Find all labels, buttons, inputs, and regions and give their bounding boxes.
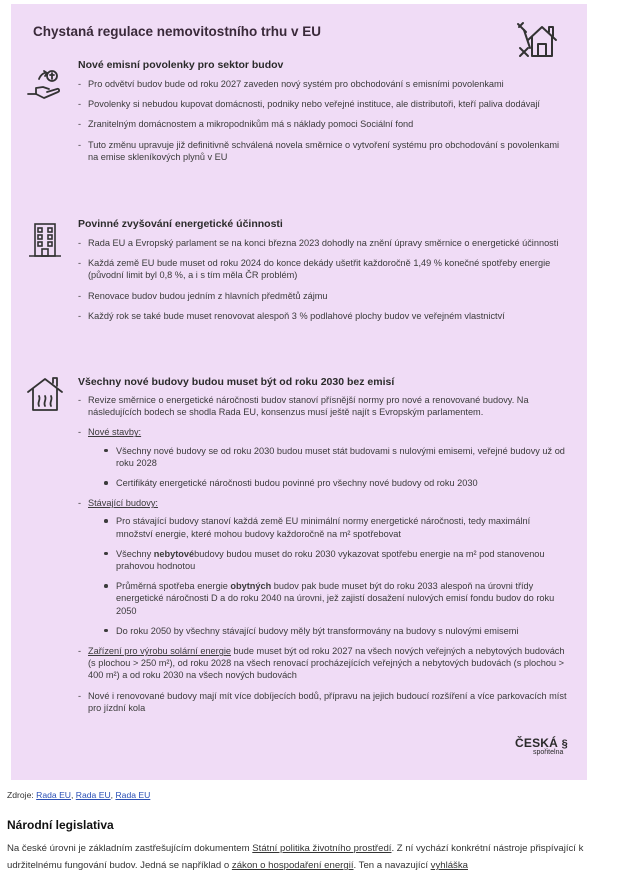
text-span: Průměrná spotřeba energie <box>116 581 231 592</box>
list-item: - Nové i renovované budovy mají mít více dobíjecích bodů, přípravu na jejich budoucí rozšíření a více parkovacích míst pro jízdní kola <box>78 690 568 714</box>
house-heating-icon <box>25 374 65 414</box>
sub-list-item: Pro stávající budovy stanoví každá země EU minimální normy energetické náročnosti, tedy maximální množství energie, které mohou budovy každoročně na m² spotřebovat <box>88 515 568 539</box>
bullet-list <box>78 394 568 722</box>
text-span: bude muset být od roku 2027 na všech nových veřejných a nebytových budovách (s plochou > 250 m²), od roku 2028 na všech renovací procházejících veřejných a nebytových budovách (s plochou > 400 m²) a od roku 2030 na všech nových budovách <box>88 646 565 681</box>
ceska-sporitelna-logo-icon <box>515 736 575 766</box>
card-title: Chystaná regulace nemovitostního trhu v EU <box>33 24 322 39</box>
bold-text: obytných <box>230 581 272 592</box>
sub-list-item <box>88 580 568 617</box>
sub-list <box>88 515 568 637</box>
list-item: - Povolenky si nebudou kupovat domácnosti, podniky nebo veřejné instituce, ale distributoři, kteří paliva dodávají <box>78 98 568 110</box>
brand-name-text: ČESKÁ <box>515 736 559 750</box>
text-span: budovy budou muset do roku 2030 vykazovat spotřebu energie na m² pod stanovenou prahovou hodnotou <box>116 548 545 572</box>
text-span: Na české úrovni je základním zastřešujícím dokumentem <box>7 843 253 854</box>
office-building-icon <box>25 220 65 260</box>
text-span: budov pak bude muset být do roku 2033 alespoň na úrovni třídy energetické náročnosti D a do roku 2040 na úrovni, jež zajistí dosažení nulových emisí fondu budov do roku 2050 <box>116 581 555 616</box>
link-energy-act[interactable]: zákon o hospodaření energií <box>231 860 354 871</box>
sub-list <box>88 445 568 490</box>
list-item: - Revize směrnice o energetické náročnosti budov stanoví přísnější normy pro nové a renovované budovy. Na následujících bodech se shodla Rada EU, konsenzus musí ještě najít s Evropským parlamentem. <box>78 394 568 418</box>
list-item: - Každá země EU bude muset od roku 2024 do konce dekády ušetřit každoročně 1,49 % konečné spotřeby energie (původní limit byl 0,8 %, a i s tím měla ČR problém) <box>78 257 568 281</box>
source-line: Zdroje: Rada EU, Rada EU, Rada EU <box>7 790 151 800</box>
list-item: - Každý rok se také bude muset renovovat alespoň 3 % podlahové plochy budov ve veřejném vlastnictví <box>78 310 568 322</box>
list-item: - Pro odvětví budov bude od roku 2027 zaveden nový systém pro obchodování s emisními povolenkami <box>78 78 568 90</box>
house-tools-icon <box>514 18 560 62</box>
list-item-existing-buildings <box>78 497 568 637</box>
hand-money-icon <box>25 66 65 106</box>
section-heading: Všechny nové budovy budou muset být od roku 2030 bez emisí <box>78 376 395 388</box>
source-link[interactable]: Rada EU <box>115 790 151 800</box>
bullet-list <box>78 237 568 330</box>
national-legislation-heading: Národní legislativa <box>7 818 114 832</box>
list-item-new-buildings <box>78 426 568 489</box>
section-heading: Povinné zvyšování energetické účinnosti <box>78 218 283 230</box>
sub-list-item: Do roku 2050 by všechny stávající budovy měly být transformovány na budovy s nulovými emisemi <box>88 625 568 637</box>
list-item: - Renovace budov budou jedním z hlavních předmětů zájmu <box>78 290 568 302</box>
existing-buildings-label: Stávající budovy: <box>88 498 158 509</box>
list-item: - Rada EU a Evropský parlament se na konci března 2023 dohodly na znění úpravy směrnice o energetické účinnosti <box>78 237 568 249</box>
list-item-solar <box>78 645 568 682</box>
bold-text: nebytové <box>153 548 195 559</box>
link-state-policy[interactable]: Státní politika životního prostředí <box>252 843 392 854</box>
source-link[interactable]: Rada EU <box>75 790 111 800</box>
link-decree[interactable]: vyhláška <box>430 860 468 871</box>
text-span: . Ten a navazující <box>353 860 431 871</box>
solar-link[interactable]: Zařízení pro výrobu solární energie <box>88 646 231 657</box>
national-paragraph <box>7 840 632 874</box>
new-buildings-label: Nové stavby: <box>88 427 142 438</box>
sub-list-item: Certifikáty energetické náročnosti budou povinné pro všechny nové budovy od roku 2030 <box>88 477 568 489</box>
source-link[interactable]: Rada EU <box>36 790 72 800</box>
sub-list-item: Všechny nové budovy se od roku 2030 budou muset stát budovami s nulovými emisemi, veřejné budovy už od roku 2028 <box>88 445 568 469</box>
bullet-list <box>78 78 568 171</box>
list-item: - Tuto změnu upravuje již definitivně schválená novela směrnice o vytvoření systému pro obchodování s povolenkami na emise skleníkových plynů v EU <box>78 139 568 163</box>
brand-sub: spořitelna <box>533 749 564 756</box>
text-span: Všechny <box>116 548 154 559</box>
list-item: - Zranitelným domácnostem a mikropodnikům má s náklady pomoci Sociální fond <box>78 118 568 130</box>
text-span: . Z ní vychází konkrétní nástroje přispívající k udržitelnému fungování budov. Jedná se například o <box>7 843 584 871</box>
infographic-card <box>11 4 587 780</box>
brand-name: ČESKÁ § <box>515 736 568 750</box>
sub-list-item <box>88 548 568 572</box>
section-heading: Nové emisní povolenky pro sektor budov <box>78 59 284 71</box>
source-label: Zdroje: <box>7 790 34 800</box>
